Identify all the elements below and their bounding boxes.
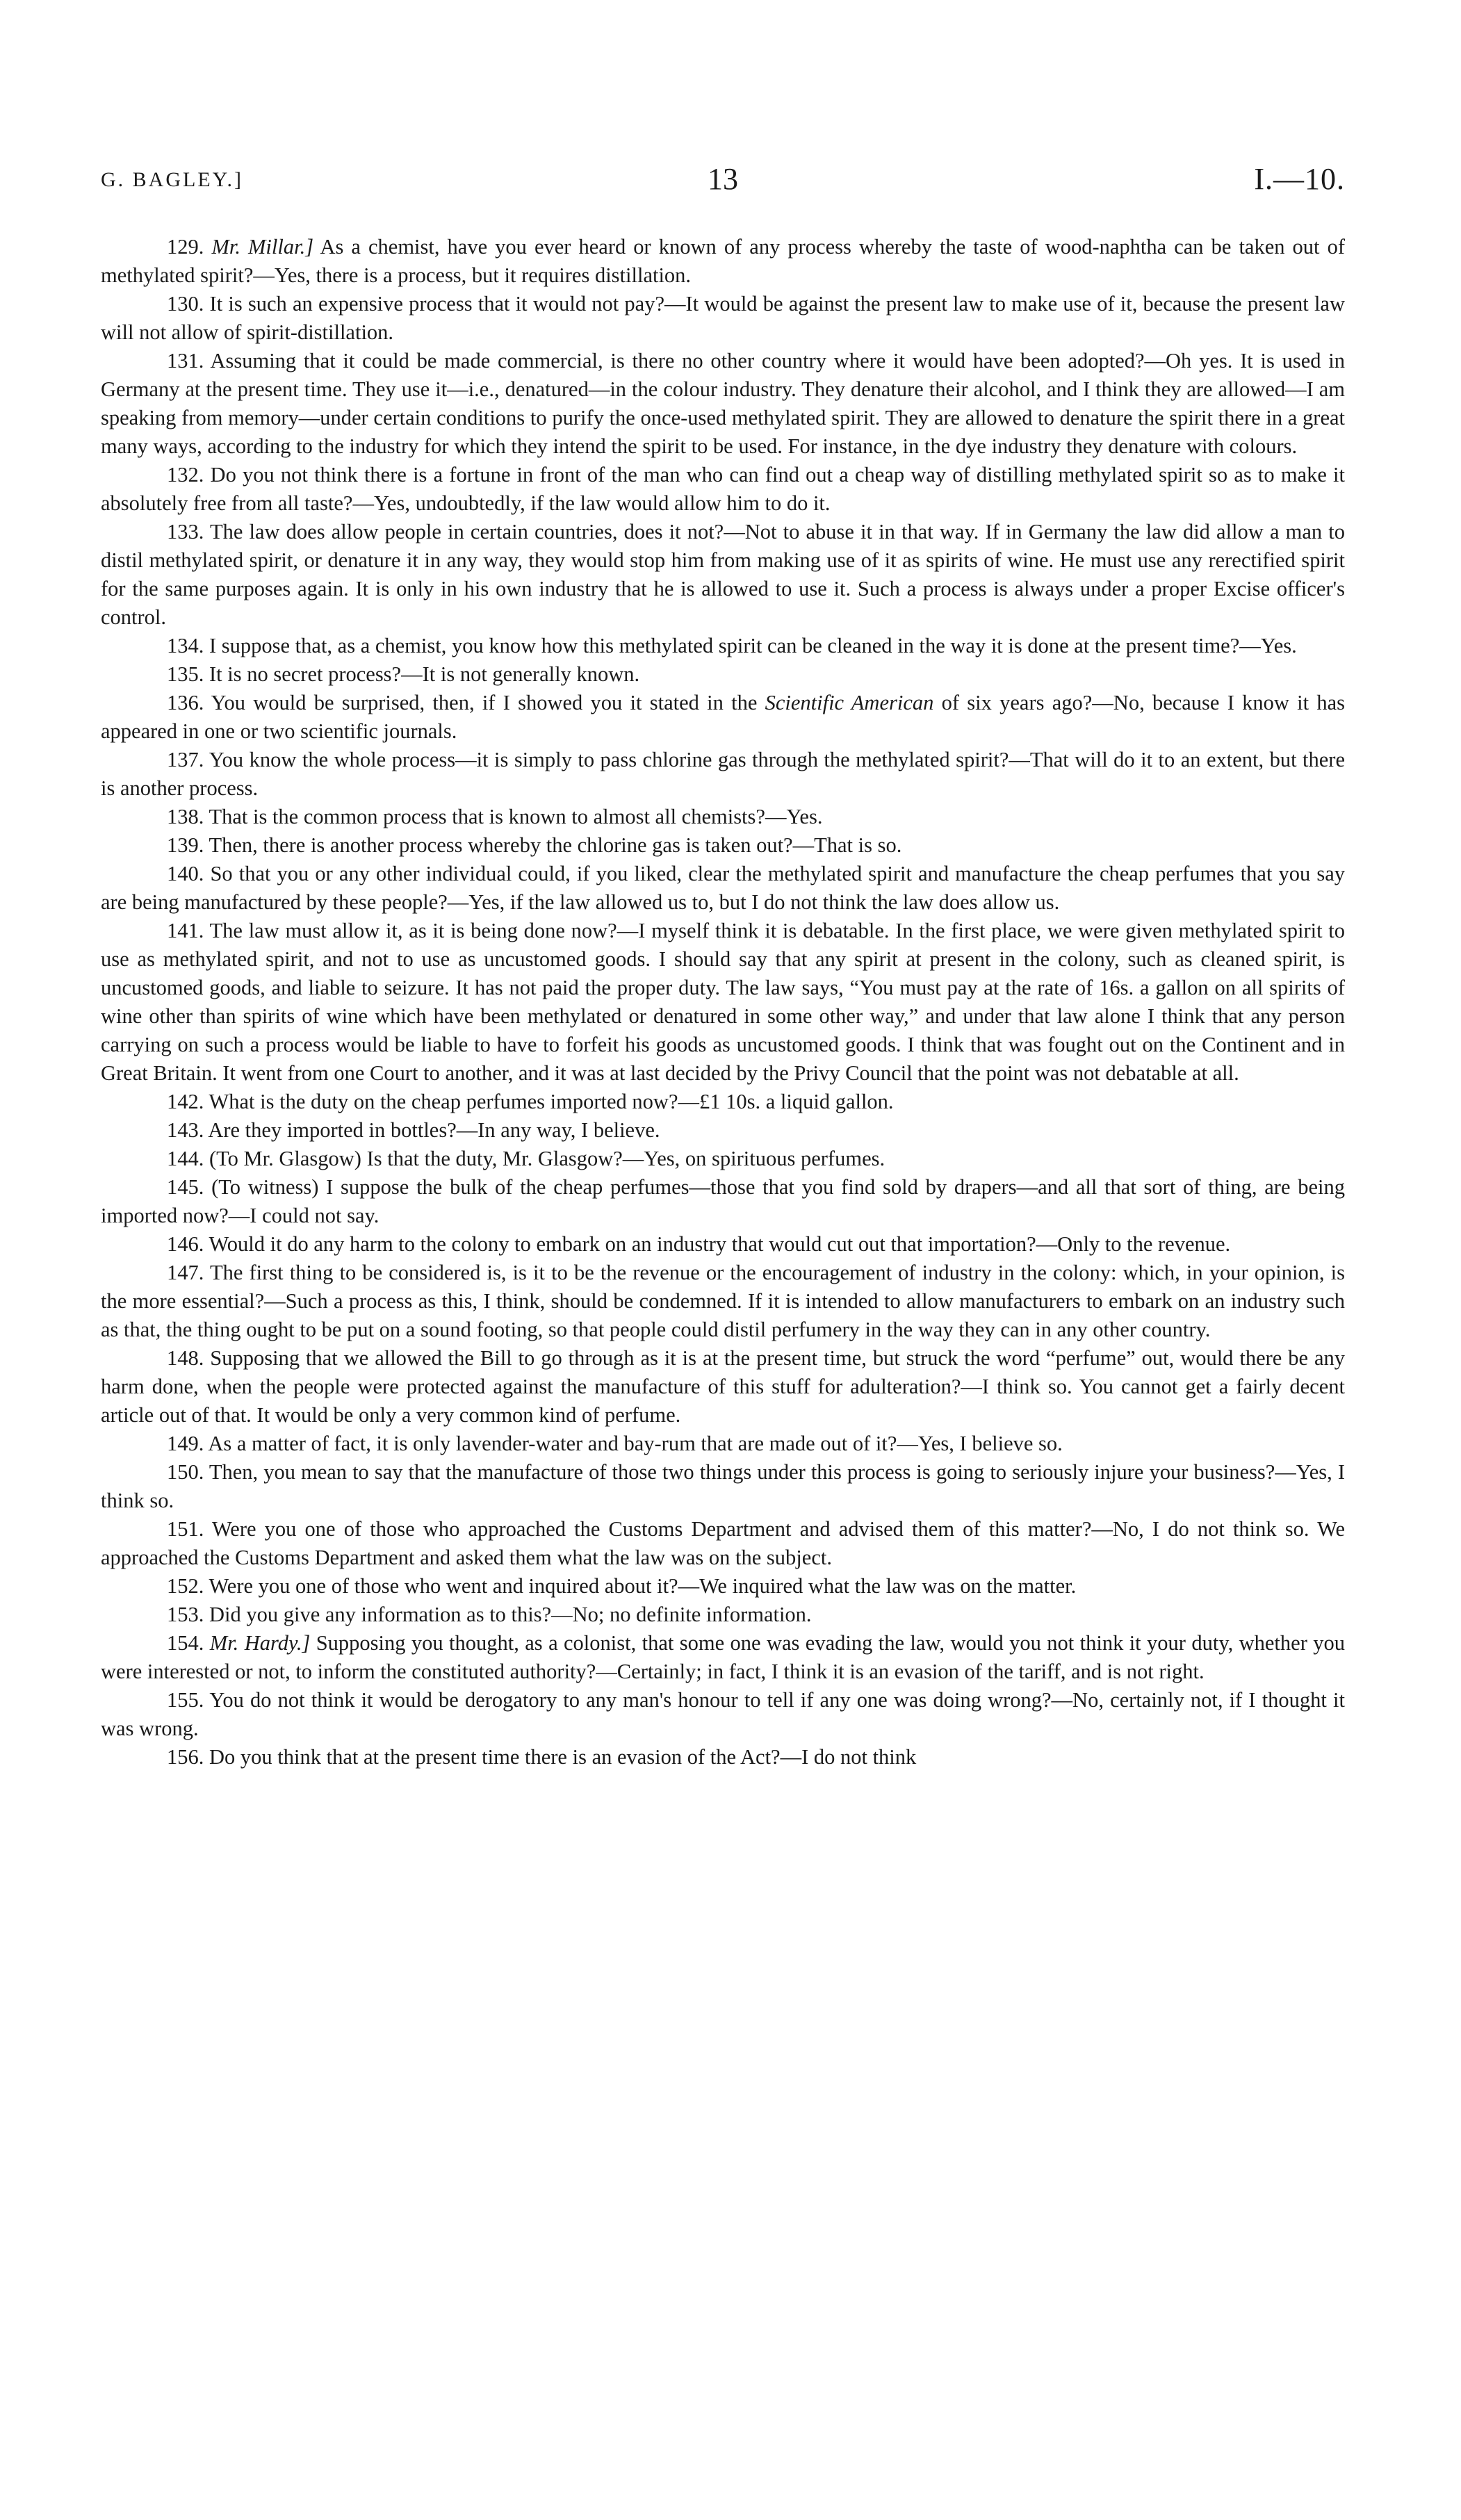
paragraph-text: Do you not think there is a fortune in front of the man who can find out a cheap way of distilling methylated spirit so as to make it absolutely free from all taste?—Yes, undoubtedly, if the law would allow him to do it. [101,463,1345,515]
paragraph-148 [101,1344,1345,1430]
paragraph-155 [101,1686,1345,1743]
question-number: 134. [167,634,204,657]
paragraph-149 [101,1430,1345,1458]
paragraph-text: (To Mr. Glasgow) Is that the duty, Mr. Glasgow?—Yes, on spirituous perfumes. [204,1147,885,1170]
paragraph-text: Supposing that we allowed the Bill to go through as it is at the present time, but struck the word “perfume” out, would there be any harm done, when the people were protected against the manufacture of this stuff for adulteration?—I think so. You cannot get a fairly decent article out of that. It would be only a very common kind of perfume. [101,1346,1345,1427]
paragraph-text: You do not think it would be derogatory to any man's honour to tell if any one was doing wrong?—No, certainly not, if I thought it was wrong. [101,1688,1345,1740]
question-number: 131. [167,349,204,373]
paper-reference: I.—10. [1254,162,1345,196]
paragraph-141 [101,917,1345,1088]
paragraph-135 [101,660,1345,689]
question-number: 129. [167,235,204,259]
paragraph-153 [101,1601,1345,1629]
paragraph-139 [101,831,1345,860]
question-number: 144. [167,1147,204,1170]
question-number: 140. [167,862,204,885]
paragraph-text: You would be surprised, then, if I showed you it stated in the [204,691,765,714]
question-number: 141. [167,919,204,942]
paragraph-text: Would it do any harm to the colony to embark on an industry that would cut out that importation?—Only to the revenue. [204,1232,1231,1256]
paragraph-text: As a matter of fact, it is only lavender-water and bay-rum that are made out of it?—Yes, I believe so. [204,1432,1063,1455]
paragraph-134 [101,632,1345,660]
paragraph-136 [101,689,1345,746]
question-number: 138. [167,805,204,828]
testimony-body [101,233,1345,1772]
paragraph-text: That is the common process that is known to almost all chemists?—Yes. [204,805,823,828]
paragraph-text: As a chemist, have you ever heard or known of any process whereby the taste of wood-naphtha can be taken out of methylated spirit?—Yes, there is a process, but it requires distillation. [101,235,1345,287]
paragraph-142 [101,1088,1345,1116]
paragraph-144 [101,1145,1345,1173]
paragraph-text: The law must allow it, as it is being done now?—I myself think it is debatable. In the first place, we were given methylated spirit to use as methylated spirit, and not to use as uncustomed goods. I should say that any spirit at present in the colony, such as cleaned spirit, is uncustomed goods, and liable to seizure. It has not paid the proper duty. The law says, “You must pay at the rate of 16s. a gallon on all spirits of wine other than spirits of wine which have been methylated or denatured in some other way,” and under that law alone I think that any person carrying on such a process would be liable to have to forfeit his goods as uncustomed goods. I think that was fought out on the Continent and in Great Britain. It went from one Court to another, and it was at last decided by the Privy Council that the point was not debatable at all. [101,919,1345,1085]
paragraph-text: Supposing you thought, as a colonist, that some one was evading the law, would you not think it your duty, whether you were interested or not, to inform the constituted authority?—Certainly; in fact, I think it is an evasion of the tariff, and is not right. [101,1631,1346,1683]
question-number: 150. [167,1460,204,1484]
document-page [101,104,1345,2467]
paragraph-150 [101,1458,1345,1515]
question-number: 146. [167,1232,204,1256]
paragraph-140 [101,860,1345,917]
question-number: 143. [167,1118,204,1142]
paragraph-130 [101,290,1345,347]
speaker-label: Mr. Millar.] [211,235,314,259]
paragraph-text: (To witness) I suppose the bulk of the cheap perfumes—those that you find sold by drapers—and all that sort of thing, are being imported now?—I could not say. [101,1175,1345,1227]
paragraph-text: Were you one of those who went and inquired about it?—We inquired what the law was on the matter. [204,1574,1077,1598]
question-number: 139. [167,833,204,857]
paragraph-text: The law does allow people in certain countries, does it not?—Not to abuse it in that way. If in Germany the law did allow a man to distil methylated spirit, or denature it in any way, they would stop him from making use of it as spirits of wine. He must use any rerectified spirit for the same purposes again. It is only in his own industry that he is allowed to use it. Such a process is always under a proper Excise officer's control. [101,520,1345,629]
page-header [101,104,1345,196]
question-number: 132. [167,463,204,486]
paragraph-131 [101,347,1345,461]
question-number: 151. [167,1517,204,1541]
paragraph-145 [101,1173,1345,1230]
question-number: 133. [167,520,204,543]
question-number: 148. [167,1346,204,1370]
paragraph-133 [101,518,1345,632]
paragraph-146 [101,1230,1345,1259]
question-number: 153. [167,1603,204,1626]
question-number: 155. [167,1688,204,1712]
question-number: 136. [167,691,204,714]
paragraph-text: The first thing to be considered is, is it to be the revenue or the encouragement of industry in the colony: which, in your opinion, is the more essential?—Such a process as this, I think, should be condemned. If it is intended to allow manufacturers to embark on an industry such as that, the thing ought to be put on a sound footing, so that people could distil perfumery in the way they can in any other country. [101,1261,1345,1341]
paragraph-147 [101,1259,1345,1344]
question-number: 135. [167,662,204,686]
question-number: 142. [167,1090,204,1113]
paragraph-137 [101,746,1345,803]
publication-title: Scientific American [765,691,934,714]
question-number: 137. [167,748,204,771]
paragraph-152 [101,1572,1345,1601]
paragraph-text: What is the duty on the cheap perfumes imported now?—£1 10s. a liquid gallon. [204,1090,894,1113]
paragraph-text: Do you think that at the present time there is an evasion of the Act?—I do not think [204,1745,917,1769]
question-number: 130. [167,292,204,316]
paragraph-text: It is no secret process?—It is not generally known. [204,662,640,686]
paragraph-text: of six years ago?—No, because I know it has appeared in one or two scientific journals. [101,691,1345,743]
question-number: 154. [167,1631,204,1655]
paragraph-156 [101,1743,1345,1772]
paragraph-text: Then, there is another process whereby the chlorine gas is taken out?—That is so. [204,833,902,857]
paragraph-129 [101,233,1345,290]
question-number: 149. [167,1432,204,1455]
paragraph-154 [101,1629,1345,1686]
question-number: 156. [167,1745,204,1769]
paragraph-text: I suppose that, as a chemist, you know how this methylated spirit can be cleaned in the way it is done at the present time?—Yes. [204,634,1297,657]
paragraph-text: Did you give any information as to this?—No; no definite information. [204,1603,812,1626]
paragraph-132 [101,461,1345,518]
page-number: 13 [708,162,738,196]
paragraph-text: Then, you mean to say that the manufacture of those two things under this process is going to seriously injure your business?—Yes, I think so. [101,1460,1345,1512]
paragraph-text: You know the whole process—it is simply to pass chlorine gas through the methylated spirit?—That will do it to an extent, but there is another process. [101,748,1345,800]
witness-name-header: G. BAGLEY.] [101,168,243,191]
question-number: 145. [167,1175,204,1199]
paragraph-138 [101,803,1345,831]
paragraph-text: Were you one of those who approached the Customs Department and advised them of this matter?—No, I do not think so. We approached the Customs Department and asked them what the law was on the subject. [101,1517,1345,1569]
paragraph-text: It is such an expensive process that it would not pay?—It would be against the present law to make use of it, because the present law will not allow of spirit-distillation. [101,292,1345,344]
paragraph-151 [101,1515,1345,1572]
paragraph-text: So that you or any other individual could, if you liked, clear the methylated spirit and manufacture the cheap perfumes that you say are being manufactured by these people?—Yes, if the law allowed us to, but I do not think the law does allow us. [101,862,1345,914]
speaker-label: Mr. Hardy.] [209,1631,311,1655]
question-number: 152. [167,1574,204,1598]
paragraph-143 [101,1116,1345,1145]
question-number: 147. [167,1261,204,1284]
paragraph-text: Are they imported in bottles?—In any way, I believe. [204,1118,660,1142]
paragraph-text: Assuming that it could be made commercial, is there no other country where it would have been adopted?—Oh yes. It is used in Germany at the present time. They use it—i.e., denatured—in the colour industry. They denature their alcohol, and I think they are allowed—I am speaking from memory—under certain conditions to purify the once-used methylated spirit. They are allowed to denature the spirit there in a great many ways, according to the industry for which they intend the spirit to be used. For instance, in the dye industry they denature with colours. [101,349,1345,458]
